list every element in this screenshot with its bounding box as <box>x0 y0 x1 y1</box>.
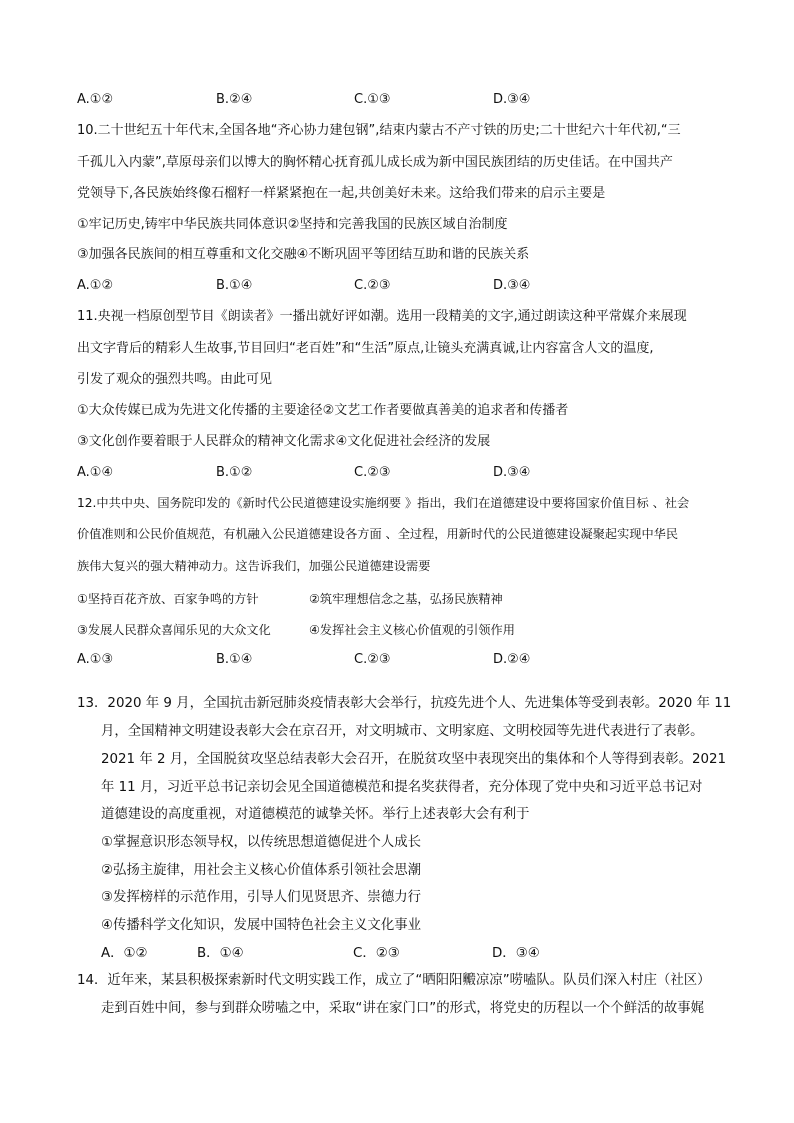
q10-statement-line-2: ③加强各民族间的相互尊重和文化交融④不断巩固平等团结互助和谐的民族关系 <box>77 247 530 262</box>
q11-option-b[interactable]: B.①② <box>216 465 253 480</box>
q11-option-d[interactable]: D.③④ <box>493 465 531 480</box>
q13-option-d[interactable]: D．③④ <box>492 946 540 961</box>
q9-option-d[interactable]: D.③④ <box>493 92 531 107</box>
q11-option-c[interactable]: C.②③ <box>354 465 391 480</box>
q10-options <box>77 277 727 295</box>
q10-option-b[interactable]: B.①④ <box>216 278 253 293</box>
q10-option-a[interactable]: A.①② <box>77 278 114 293</box>
q12-stem-line-1: 12.中共中央、国务院印发的《新时代公民道德建设实施纲要 》指出，我们在道德建设中要将国家价值目标 、社会 <box>77 496 690 510</box>
q10-stem-line-1: 10.二十世纪五十年代末,全国各地“齐心协力建包钢”,结束内蒙古不产寸铁的历史;二十世纪六十年代初,“三 <box>77 123 681 138</box>
q12-statement-4: ④发挥社会主义核心价值观的引领作用 <box>309 623 515 637</box>
q12-option-c[interactable]: C.②③ <box>354 652 391 667</box>
q11-statement-line-2: ③文化创作要着眼于人民群众的精神文化需求④文化促进社会经济的发展 <box>77 434 491 449</box>
q11-stem-line-1: 11.央视一档原创型节目《朗读者》一播出就好评如潮。选用一段精美的文字,通过朗读这种平常媒介来展现 <box>77 309 687 324</box>
q11-stem-line-3: 引发了观众的强烈共鸣。由此可见 <box>77 372 273 387</box>
q14-stem-line-2: 走到百姓中间，参与到群众唠嗑之中，采取“讲在家门口”的形式，将党史的历程以一个个鲜活的故事娓 <box>101 1001 705 1016</box>
q13-option-c[interactable]: C．②③ <box>353 946 400 961</box>
q11-statement-line-1: ①大众传媒已成为先进文化传播的主要途径②文艺工作者要做真善美的追求者和传播者 <box>77 403 569 418</box>
q11-options <box>77 464 727 482</box>
q9-option-a[interactable]: A.①② <box>77 92 114 107</box>
q13-stem-line-2: 月，全国精神文明建设表彰大会在京召开，对文明城市、文明家庭、文明校园等先进代表进行了表彰。 <box>101 724 704 739</box>
q10-statement-line-1: ①牢记历史,铸牢中华民族共同体意识②坚持和完善我国的民族区域自治制度 <box>77 217 508 232</box>
q13-stem-line-1: 13．2020 年 9 月，全国抗击新冠肺炎疫情表彰大会举行，抗疫先进个人、先进集体等受到表彰。2020 年 11 <box>77 696 732 711</box>
q10-option-d[interactable]: D.③④ <box>493 278 531 293</box>
q12-options <box>77 651 727 669</box>
q12-stem-line-3: 族伟大复兴的强大精神动力。这告诉我们，加强公民道德建设需要 <box>77 559 431 573</box>
q13-option-b[interactable]: B．①④ <box>197 946 244 961</box>
q13-options <box>101 945 731 963</box>
q10-stem-line-3: 党领导下,各民族始终像石榴籽一样紧紧抱在一起,共创美好未来。这给我们带来的启示主要是 <box>77 186 606 201</box>
q13-stem-line-5: 道德建设的高度重视，对道德模范的诚挚关怀。举行上述表彰大会有利于 <box>101 807 530 822</box>
q13-statement-1: ①掌握意识形态领导权，以传统思想道德促进个人成长 <box>101 835 421 850</box>
q12-option-a[interactable]: A.①③ <box>77 652 114 667</box>
q13-stem-line-3: 2021 年 2 月，全国脱贫攻坚总结表彰大会召开，在脱贫攻坚中表现突出的集体和个人等得到表彰。2021 <box>101 752 727 767</box>
q9-option-b[interactable]: B.②④ <box>216 92 253 107</box>
q10-option-c[interactable]: C.②③ <box>354 278 391 293</box>
q12-stem-line-2: 价值准则和公民价值规范，有机融入公民道德建设各方面 、全过程，用新时代的公民道德建设凝聚起实现中华民 <box>77 527 679 541</box>
q12-option-d[interactable]: D.②④ <box>493 652 531 667</box>
q13-statement-4: ④传播科学文化知识，发展中国特色社会主义文化事业 <box>101 918 421 933</box>
q13-statement-2: ②弘扬主旋律，用社会主义核心价值体系引领社会思潮 <box>101 863 421 878</box>
q12-statement-row-2 <box>77 621 727 639</box>
q14-stem-line-1: 14．近年来，某县积极探索新时代文明实践工作，成立了“晒阳阳毈凉凉”唠嗑队。队员们深入村庄（社区） <box>77 973 711 988</box>
q13-stem-line-4: 年 11 月，习近平总书记亲切会见全国道德模范和提名奖获得者，充分体现了党中央和习近平总书记对 <box>101 780 703 795</box>
q11-option-a[interactable]: A.①④ <box>77 465 114 480</box>
q10-stem-line-2: 千孤儿入内蒙”,草原母亲们以博大的胸怀精心抚育孤儿成长成为新中国民族团结的历史佳话。在中国共产 <box>77 155 673 170</box>
q9-options <box>77 91 727 109</box>
q9-option-c[interactable]: C.①③ <box>354 92 391 107</box>
q12-statement-2: ②筑牢理想信念之基，弘扬民族精神 <box>309 592 503 606</box>
q11-stem-line-2: 出文字背后的精彩人生故事,节目回归“老百姓”和“生活”原点,让镜头充满真诚,让内容富含人文的温度, <box>77 341 654 356</box>
q12-statement-row-1 <box>77 590 727 608</box>
q12-statement-3: ③发展人民群众喜闻乐见的大众文化 <box>77 623 271 637</box>
q12-statement-1: ①坚持百花齐放、百家争鸣的方针 <box>77 592 259 606</box>
q13-option-a[interactable]: A．①② <box>101 946 148 961</box>
q13-statement-3: ③发挥榜样的示范作用，引导人们见贤思齐、崇德力行 <box>101 890 421 905</box>
q12-option-b[interactable]: B.①④ <box>216 652 253 667</box>
